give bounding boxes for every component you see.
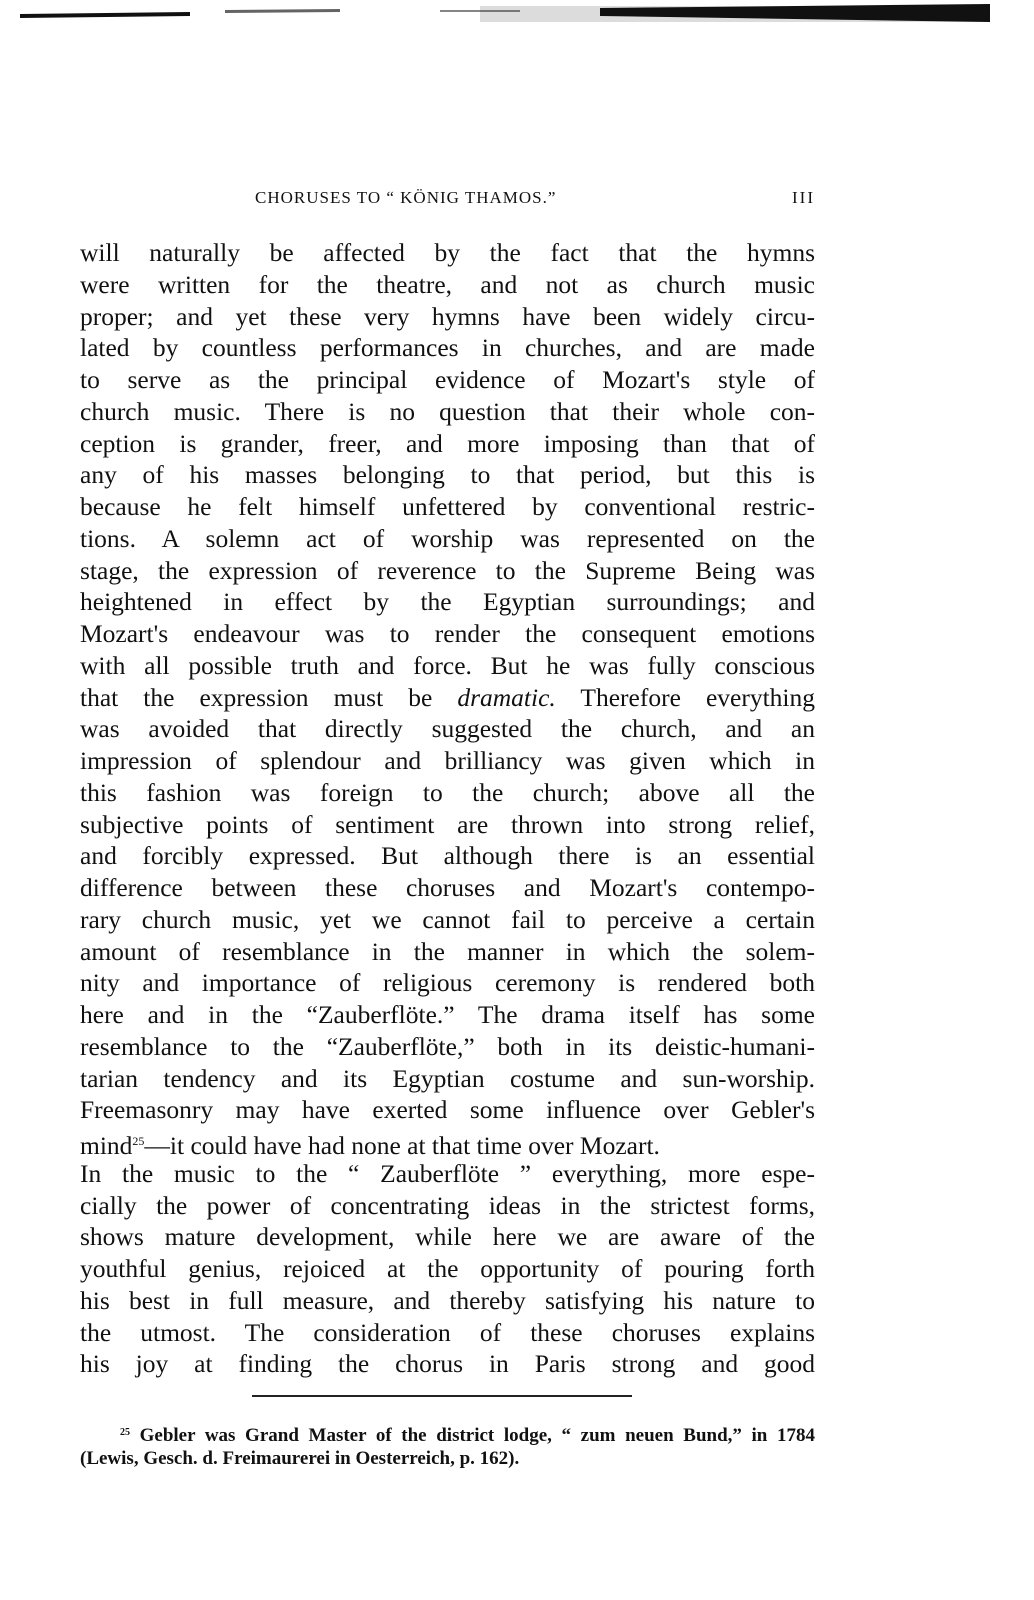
text-line: impression of splendour and brilliancy was given which in <box>80 746 815 775</box>
text-line: the utmost. The consideration of these choruses explains <box>80 1317 815 1347</box>
text-line: tions. A solemn act of worship was represented on the <box>80 523 815 553</box>
text-line: this fashion was foreign to the church; above all the <box>80 777 815 807</box>
text-line: Freemasonry may have exerted some influence over Gebler's <box>80 1095 815 1125</box>
text-line: ception is grander, freer, and more imposing than that of <box>80 428 815 458</box>
paragraph-2 <box>80 1158 815 1380</box>
text-line: heightened in effect by the Egyptian surroundings; and <box>80 587 815 617</box>
text-line: to serve as the principal evidence of Mozart's style of <box>80 365 815 394</box>
text-line: will naturally be affected by the fact that the hymns <box>80 238 815 267</box>
text-line: shows mature development, while here we are aware of the <box>80 1222 815 1252</box>
text-line: with all possible truth and force. But he was fully conscious <box>80 650 815 680</box>
text-segment: that the expression must be <box>80 682 433 712</box>
text-line: cially the power of concentrating ideas in the strictest forms, <box>80 1190 815 1220</box>
page-number: III <box>792 188 815 207</box>
footnote-marker: 25 <box>120 1427 130 1438</box>
text-line: subjective points of sentiment are thrown into strong relief, <box>80 809 815 839</box>
text-line <box>80 682 815 714</box>
text-line: youthful genius, rejoiced at the opportunity of pouring forth <box>80 1254 815 1283</box>
text-line: difference between these choruses and Mozart's contempo- <box>80 873 815 902</box>
running-title: CHORUSES TO “ KÖNIG THAMOS.” <box>255 188 557 207</box>
text-line: amount of resemblance in the manner in which the solem- <box>80 936 815 966</box>
footnote-line <box>80 1420 815 1446</box>
footnote-reference[interactable]: 25 <box>132 1134 145 1148</box>
footnote-line: (Lewis, Gesch. d. Freimaurerei in Oesterreich, p. 162). <box>80 1448 520 1469</box>
emphasis-dramatic: dramatic. <box>457 682 556 712</box>
text-line: and forcibly expressed. But although there is an essential <box>80 841 815 871</box>
footnote-divider <box>252 1395 632 1397</box>
text-segment: Gebler was Grand Master of the district lodge, “ zum neuen Bund,” in 1784 <box>139 1425 815 1446</box>
text-line: church music. There is no question that their whole con- <box>80 396 815 426</box>
text-line: here and in the “Zauberflöte.” The drama itself has some <box>80 1000 815 1029</box>
text-segment: mind <box>80 1131 133 1160</box>
text-line: his joy at finding the chorus in Paris strong and good <box>80 1349 815 1379</box>
body-text <box>80 237 815 1380</box>
text-line: nity and importance of religious ceremony is rendered both <box>80 968 815 998</box>
footnote <box>80 1420 815 1472</box>
text-line: any of his masses belonging to that period, but this is <box>80 460 815 490</box>
text-line: In the music to the “ Zauberflöte ” everything, more espe- <box>80 1158 815 1188</box>
text-line: his best in full measure, and thereby satisfying his nature to <box>80 1285 815 1315</box>
text-line: resemblance to the “Zauberflöte,” both in its deistic-humani- <box>80 1031 815 1061</box>
text-line: Mozart's endeavour was to render the consequent emotions <box>80 619 815 648</box>
text-segment: —it could have had none at that time over Mozart. <box>144 1131 660 1160</box>
text-line: because he felt himself unfettered by conventional restric- <box>80 492 815 521</box>
text-line: was avoided that directly suggested the church, and an <box>80 714 815 744</box>
text-line: lated by countless performances in churches, and are made <box>80 333 815 363</box>
text-line: proper; and yet these very hymns have been widely circu- <box>80 301 815 331</box>
running-header <box>80 188 815 214</box>
scan-edge-artifact <box>0 0 1034 30</box>
text-line: tarian tendency and its Egyptian costume and sun-worship. <box>80 1063 815 1093</box>
text-line: were written for the theatre, and not as church music <box>80 269 815 299</box>
paragraph-1 <box>80 237 815 1158</box>
text-segment: Therefore everything <box>580 682 815 712</box>
text-line <box>80 1126 815 1158</box>
text-line: stage, the expression of reverence to the Supreme Being was <box>80 555 815 585</box>
text-line: rary church music, yet we cannot fail to perceive a certain <box>80 904 815 934</box>
